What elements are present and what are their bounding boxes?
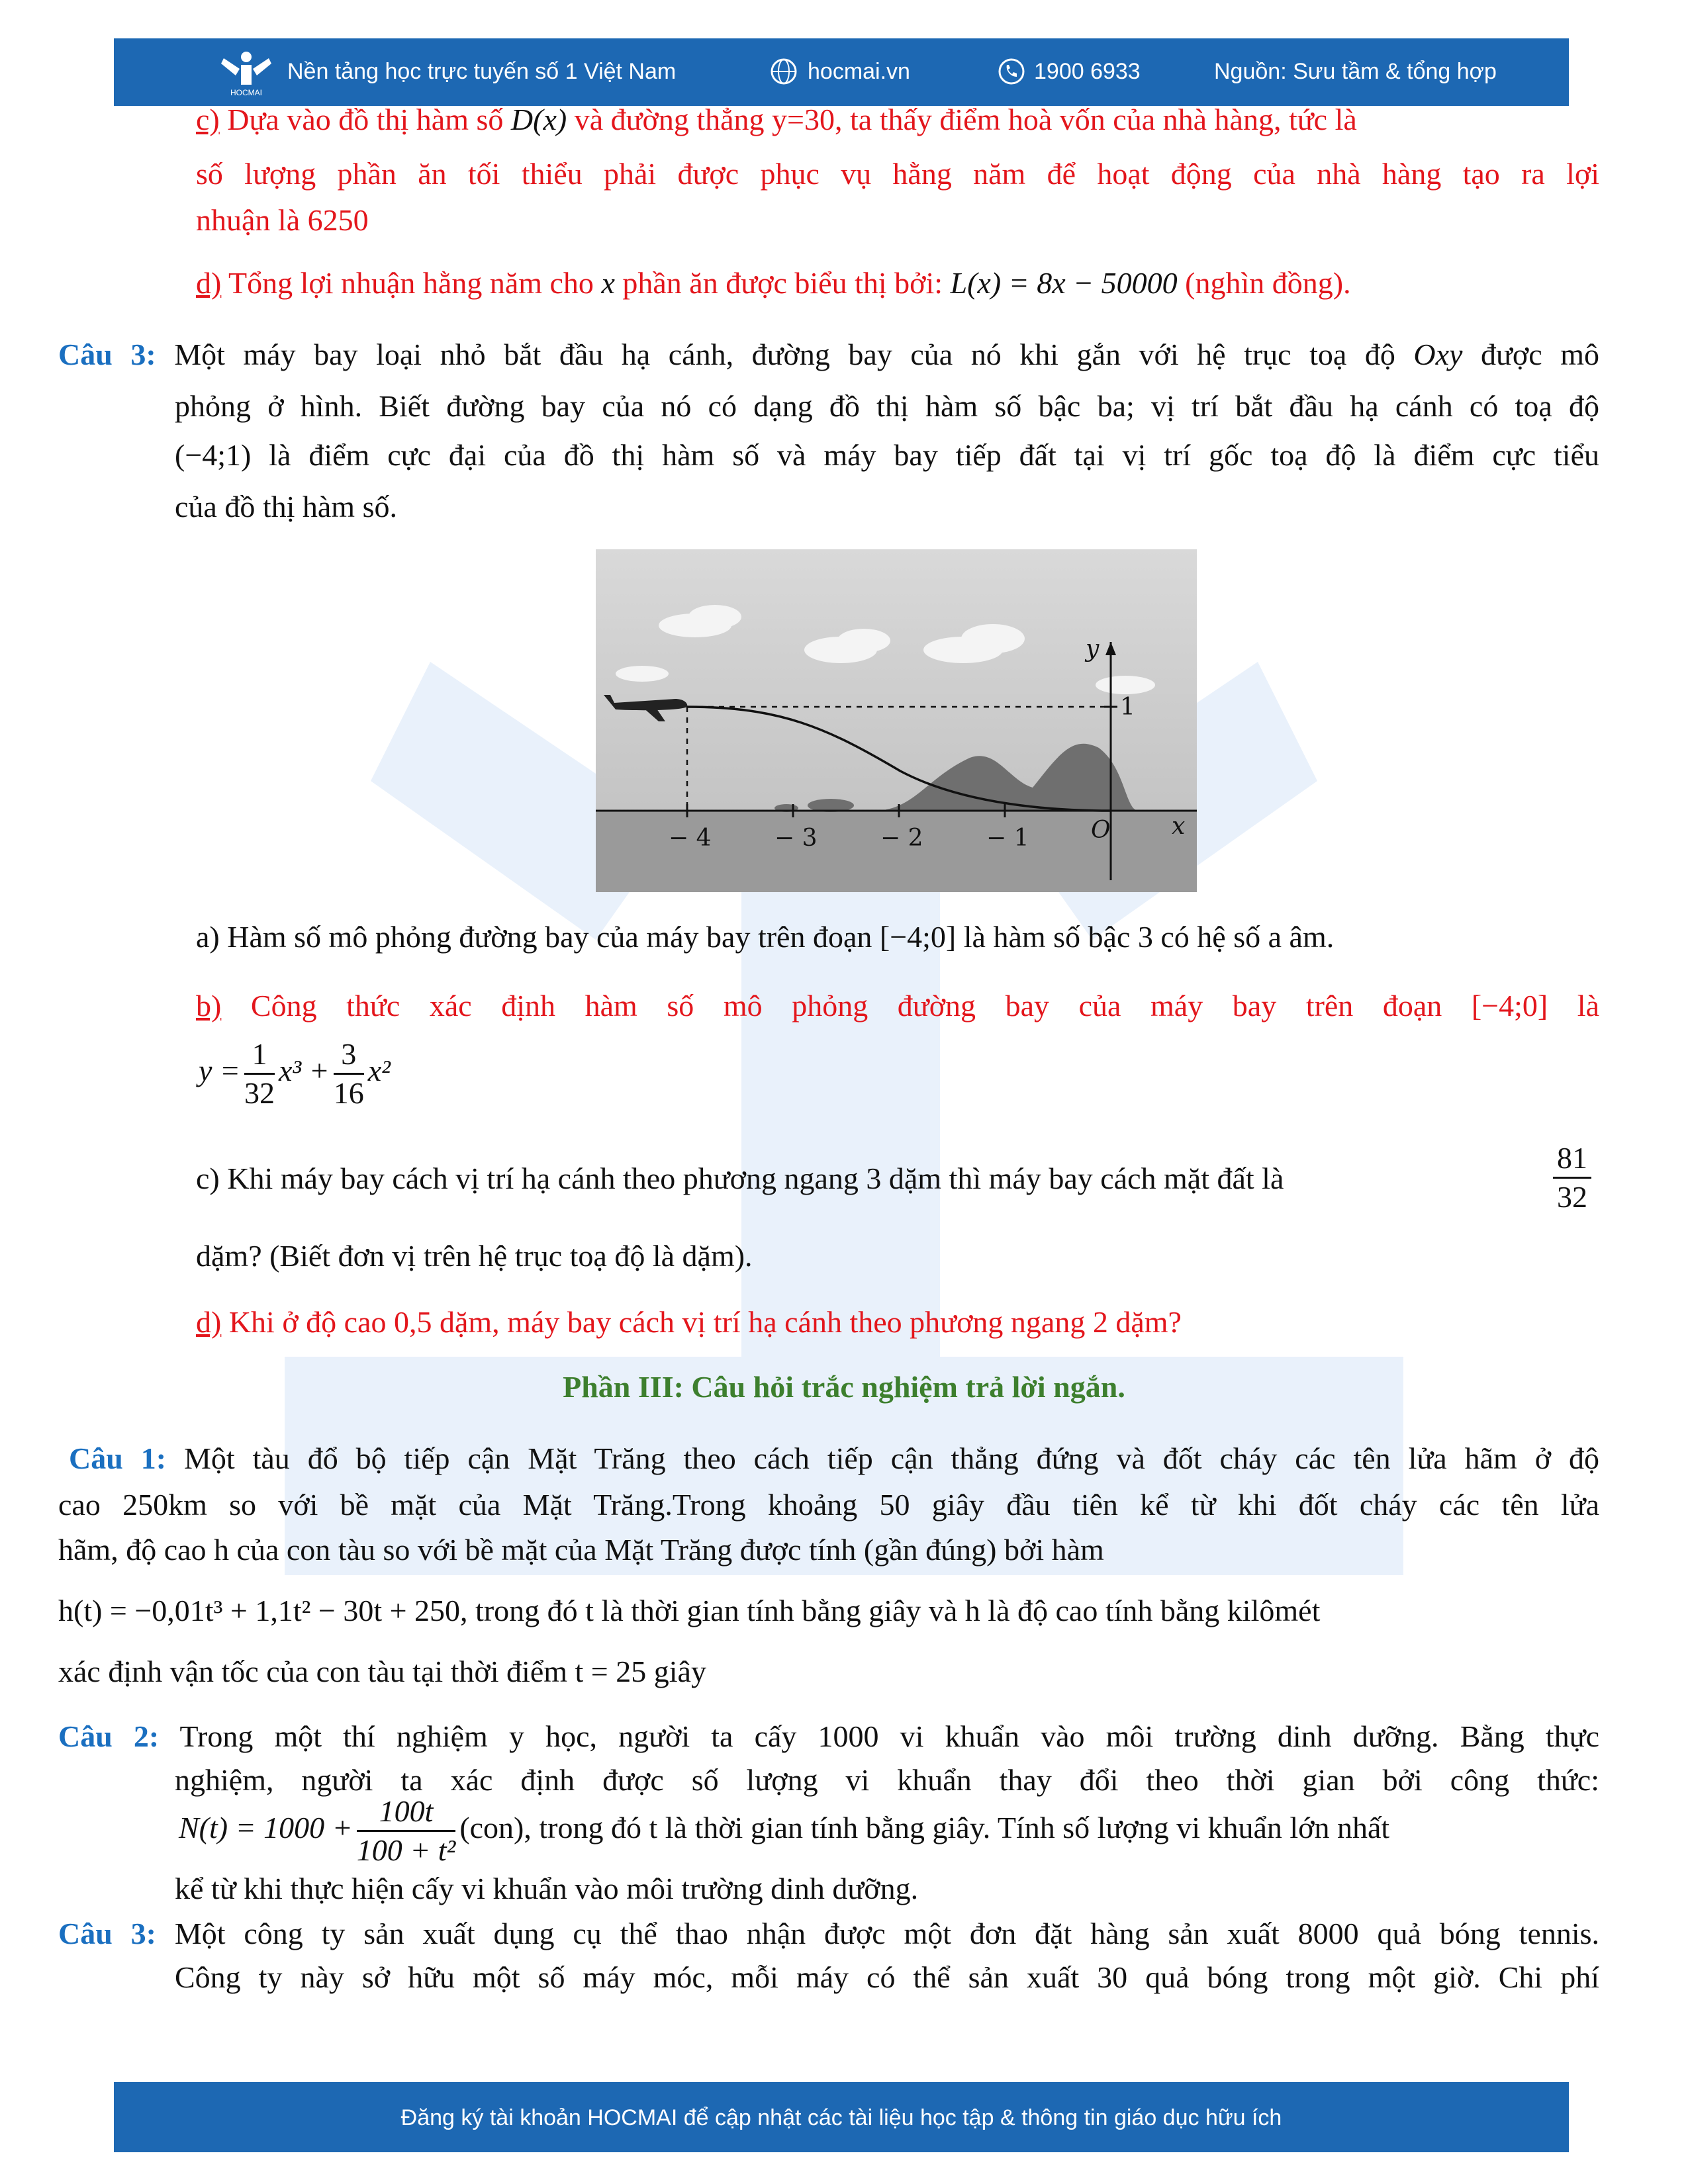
x-axis-label: x: [1172, 813, 1186, 840]
q3-stem-line1: Câu 3: Một máy bay loại nhỏ bắt đầu hạ cánh, đường bay của nó khi gắn với hệ trục toạ độ Oxy được mô: [58, 338, 1599, 371]
p3-q1-line5: xác định vận tốc của con tàu tại thời điểm t = 25 giây: [58, 1655, 706, 1688]
y-tick-label: 1: [1120, 694, 1135, 721]
header-website-link[interactable]: hocmai.vn: [808, 59, 910, 84]
q3-option-c: c) Khi máy bay cách vị trí hạ cánh theo phương ngang 3 dặm thì máy bay cách mặt đất là: [196, 1161, 1284, 1195]
svg-text:HOCMAI: HOCMAI: [230, 88, 262, 97]
x-tick-label: − 2: [880, 825, 923, 852]
q3-stem-line2: phỏng ở hình. Biết đường bay của nó có dạng đồ thị hàm số bậc ba; vị trí bắt đầu hạ cánh có toạ độ: [175, 389, 1599, 423]
x-tick-label: − 1: [986, 825, 1029, 852]
p3-q1-line2: cao 250km so với bề mặt của Mặt Trăng.Trong khoảng 50 giây đầu tiên kể từ khi đốt cháy các tên lửa: [58, 1488, 1599, 1522]
header-phone: 1900 6933: [1034, 59, 1141, 84]
q3-stem-line3: (−4;1) là điểm cực đại của đồ thị hàm số và máy bay tiếp đất tại vị trí gốc toạ độ là điểm cực tiểu: [175, 438, 1599, 472]
q3-option-c-line2: dặm? (Biết đơn vị trên hệ trục toạ độ là dặm).: [196, 1239, 753, 1273]
q3-option-b: b) Công thức xác định hàm số mô phỏng đường bay của máy bay trên đoạn [−4;0] là: [196, 989, 1599, 1023]
x-tick-label: − 4: [669, 825, 712, 852]
q2-option-c-line2: số lượng phần ăn tối thiểu phải được phục vụ hằng năm để hoạt động của nhà hàng tạo ra lợi: [196, 157, 1599, 191]
footer-text[interactable]: Đăng ký tài khoản HOCMAI để cập nhật các tài liệu học tập & thông tin giáo dục hữu ích: [400, 2105, 1282, 2130]
header-source: Nguồn: Sưu tầm & tổng hợp: [1214, 59, 1497, 84]
p3-q3-line2: Công ty này sở hữu một số máy móc, mỗi máy có thể sản xuất 30 quả bóng trong một giờ. Chi phí: [175, 1960, 1599, 1994]
q3-option-d: d) Khi ở độ cao 0,5 dặm, máy bay cách vị trí hạ cánh theo phương ngang 2 dặm?: [196, 1305, 1182, 1339]
hocmai-logo-icon: [220, 49, 273, 98]
p3-q3-line1: Câu 3: Một công ty sản xuất dụng cụ thể thao nhận được một đơn đặt hàng sản xuất 8000 quả bóng tennis.: [58, 1917, 1600, 1950]
phone-icon: [997, 57, 1026, 86]
q2-option-c-line1: c) Dựa vào đồ thị hàm số D(x) và đường thẳng y=30, ta thấy điểm hoà vốn của nhà hàng, tức là: [196, 103, 1357, 136]
p3-q2-line1: Câu 2: Trong một thí nghiệm y học, người ta cấy 1000 vi khuẩn vào môi trường dinh dưỡng. Bằng thực: [58, 1719, 1599, 1753]
origin-label: O: [1091, 817, 1111, 844]
p3-q1-line1: Câu 1: Một tàu đổ bộ tiếp cận Mặt Trăng theo cách tiếp cận thẳng đứng và đốt cháy các tên lửa hãm ở độ: [69, 1441, 1599, 1475]
y-axis-label: y: [1086, 635, 1100, 662]
q3-option-a: a) Hàm số mô phỏng đường bay của máy bay trên đoạn [−4;0] là hàm số bậc 3 có hệ số a âm.: [196, 920, 1335, 954]
q3-stem-line4: của đồ thị hàm số.: [175, 490, 397, 523]
part3-title: Phần III: Câu hỏi trắc nghiệm trả lời ngắn.: [563, 1370, 1125, 1404]
q3-option-b-formula: y = $\frac{1}{32}$ x³ + $\frac{3}{16}$ x²: [199, 1036, 391, 1110]
p3-q2-line2: nghiệm, người ta xác định được số lượng vi khuẩn thay đổi theo thời gian bởi công thức:: [175, 1763, 1599, 1797]
airplane-landing-figure: [596, 549, 1197, 892]
header-slogan: Nền tảng học trực tuyến số 1 Việt Nam: [287, 59, 677, 84]
p3-q2-formula: N(t) = 1000 + $\frac{100t}{\text{100 + t²}}$ (con), trong đó t là thời gian tính bằng giây. Tính số lượng vi khuẩn lớn nhất: [179, 1794, 1390, 1867]
globe-icon: [769, 57, 798, 86]
p3-q1-line4: h(t) = −0,01t³ + 1,1t² − 30t + 250, trong đó t là thời gian tính bằng giây và h là độ cao tính bằng kilômét: [58, 1594, 1321, 1627]
p3-q2-line4: kể từ khi thực hiện cấy vi khuẩn vào môi trường dinh dưỡng.: [175, 1872, 919, 1905]
q2-option-d: d) Tổng lợi nhuận hằng năm cho x phần ăn được biểu thị bởi: L(x) = 8x − 50000 (nghìn đồng).: [196, 266, 1351, 300]
x-tick-label: − 3: [774, 825, 818, 852]
footer-banner: [114, 2082, 1569, 2152]
q2-option-c-line3: nhuận là 6250: [196, 203, 369, 237]
q3-option-c-fraction: $\frac{81}{32}$: [1549, 1140, 1595, 1216]
p3-q1-line3: hãm, độ cao h của con tàu so với bề mặt của Mặt Trăng được tính (gần đúng) bởi hàm: [58, 1533, 1104, 1567]
